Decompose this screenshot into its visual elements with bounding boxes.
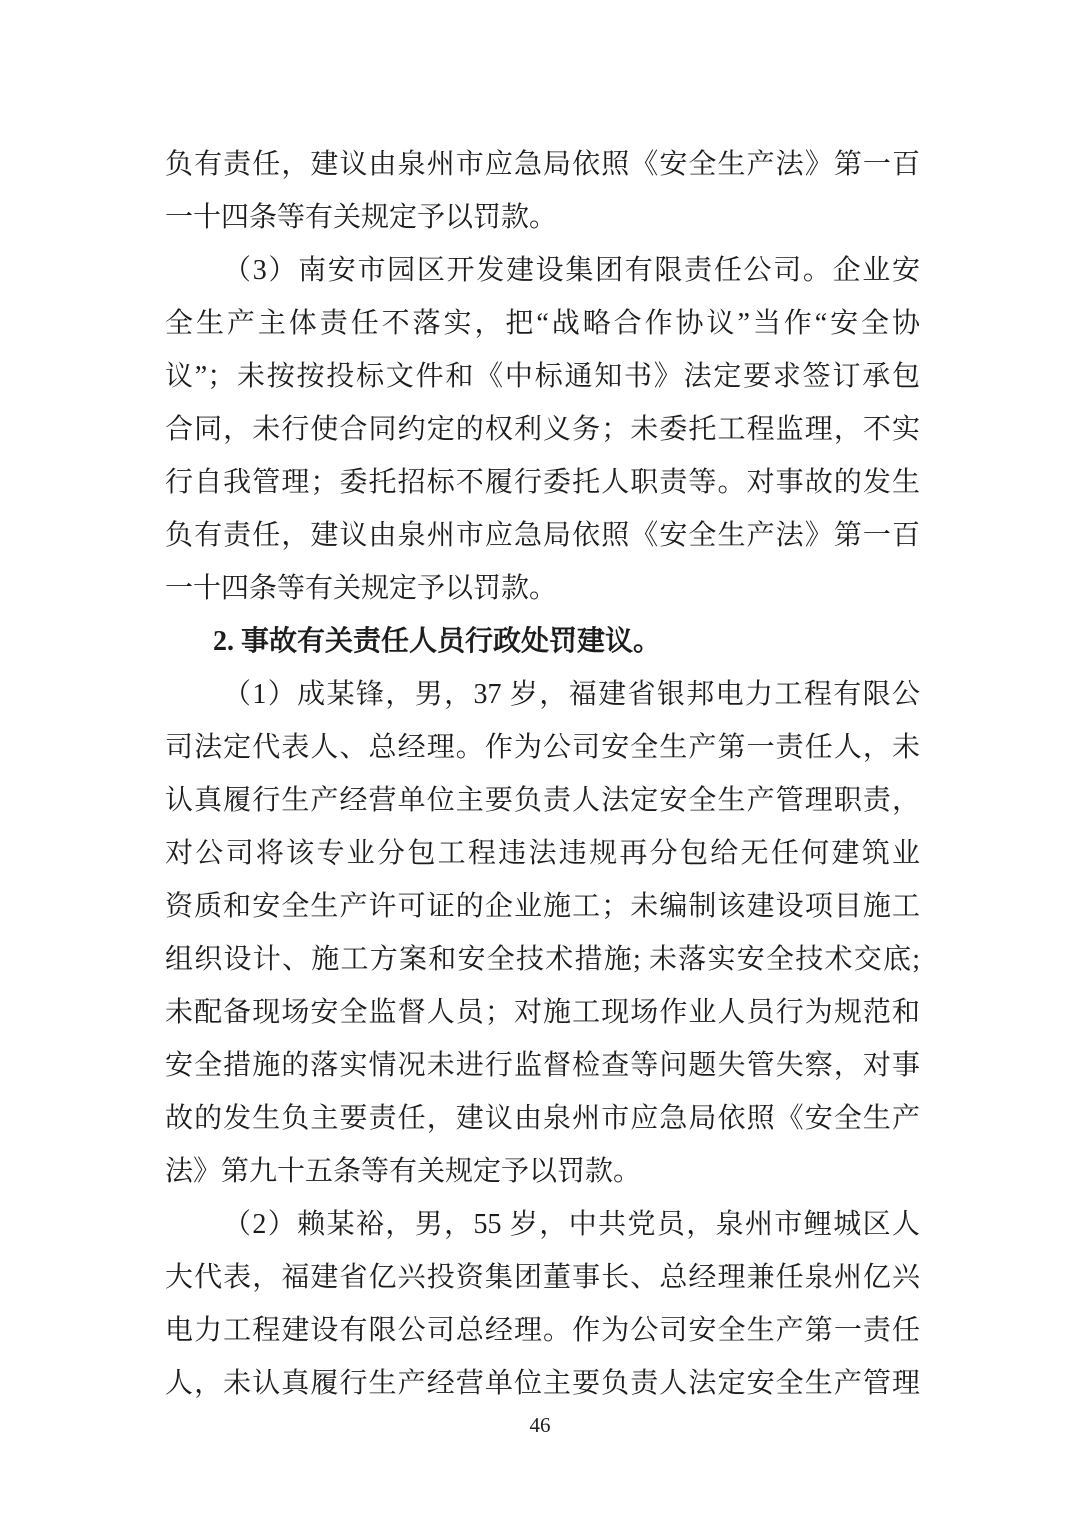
text-line: 人，未认真履行生产经营单位主要负责人法定安全生产管理 bbox=[165, 1368, 920, 1399]
text-line: 大代表，福建省亿兴投资集团董事长、总经理兼任泉州亿兴 bbox=[165, 1262, 920, 1293]
text-line: （3）南安市园区开发建设集团有限责任公司。企业安 bbox=[223, 255, 920, 286]
text-line: 安全措施的落实情况未进行监督检查等问题失管失察，对事 bbox=[165, 1050, 920, 1081]
text-line: 电力工程建设有限公司总经理。作为公司安全生产第一责任 bbox=[165, 1315, 920, 1346]
text-line: 对公司将该专业分包工程违法违规再分包给无任何建筑业 bbox=[165, 838, 920, 869]
section-heading: 2. 事故有关责任人员行政处罚建议。 bbox=[213, 626, 662, 657]
text-line: 故的发生负主要责任，建议由泉州市应急局依照《安全生产 bbox=[165, 1103, 920, 1134]
text-line: 行自我管理；委托招标不履行委托人职责等。对事故的发生 bbox=[165, 467, 920, 498]
text-line: 全生产主体责任不落实，把“战略合作协议”当作“安全协 bbox=[165, 308, 920, 339]
text-line: 认真履行生产经营单位主要负责人法定安全生产管理职责， bbox=[165, 785, 920, 816]
text-line: 一十四条等有关规定予以罚款。 bbox=[165, 202, 558, 233]
text-line: 未配备现场安全监督人员；对施工现场作业人员行为规范和 bbox=[165, 997, 920, 1028]
text-line: 司法定代表人、总经理。作为公司安全生产第一责任人，未 bbox=[165, 732, 920, 763]
text-line: （1）成某锋，男，37 岁，福建省银邦电力工程有限公 bbox=[223, 679, 920, 710]
text-line: 一十四条等有关规定予以罚款。 bbox=[165, 573, 558, 604]
text-line: （2）赖某裕，男，55 岁，中共党员，泉州市鲤城区人 bbox=[223, 1209, 920, 1240]
text-line: 议”；未按按投标文件和《中标通知书》法定要求签订承包 bbox=[165, 361, 920, 392]
text-line: 资质和安全生产许可证的企业施工；未编制该建设项目施工 bbox=[165, 891, 920, 922]
text-line: 负有责任，建议由泉州市应急局依照《安全生产法》第一百 bbox=[165, 149, 920, 180]
text-line: 负有责任，建议由泉州市应急局依照《安全生产法》第一百 bbox=[165, 520, 920, 551]
document-body bbox=[165, 138, 920, 1410]
text-line: 合同，未行使合同约定的权利义务；未委托工程监理，不实 bbox=[165, 414, 920, 445]
page-number: 46 bbox=[529, 1413, 551, 1437]
text-line: 法》第九十五条等有关规定予以罚款。 bbox=[165, 1156, 642, 1187]
text-line: 组织设计、施工方案和安全技术措施; 未落实安全技术交底; bbox=[165, 944, 920, 975]
